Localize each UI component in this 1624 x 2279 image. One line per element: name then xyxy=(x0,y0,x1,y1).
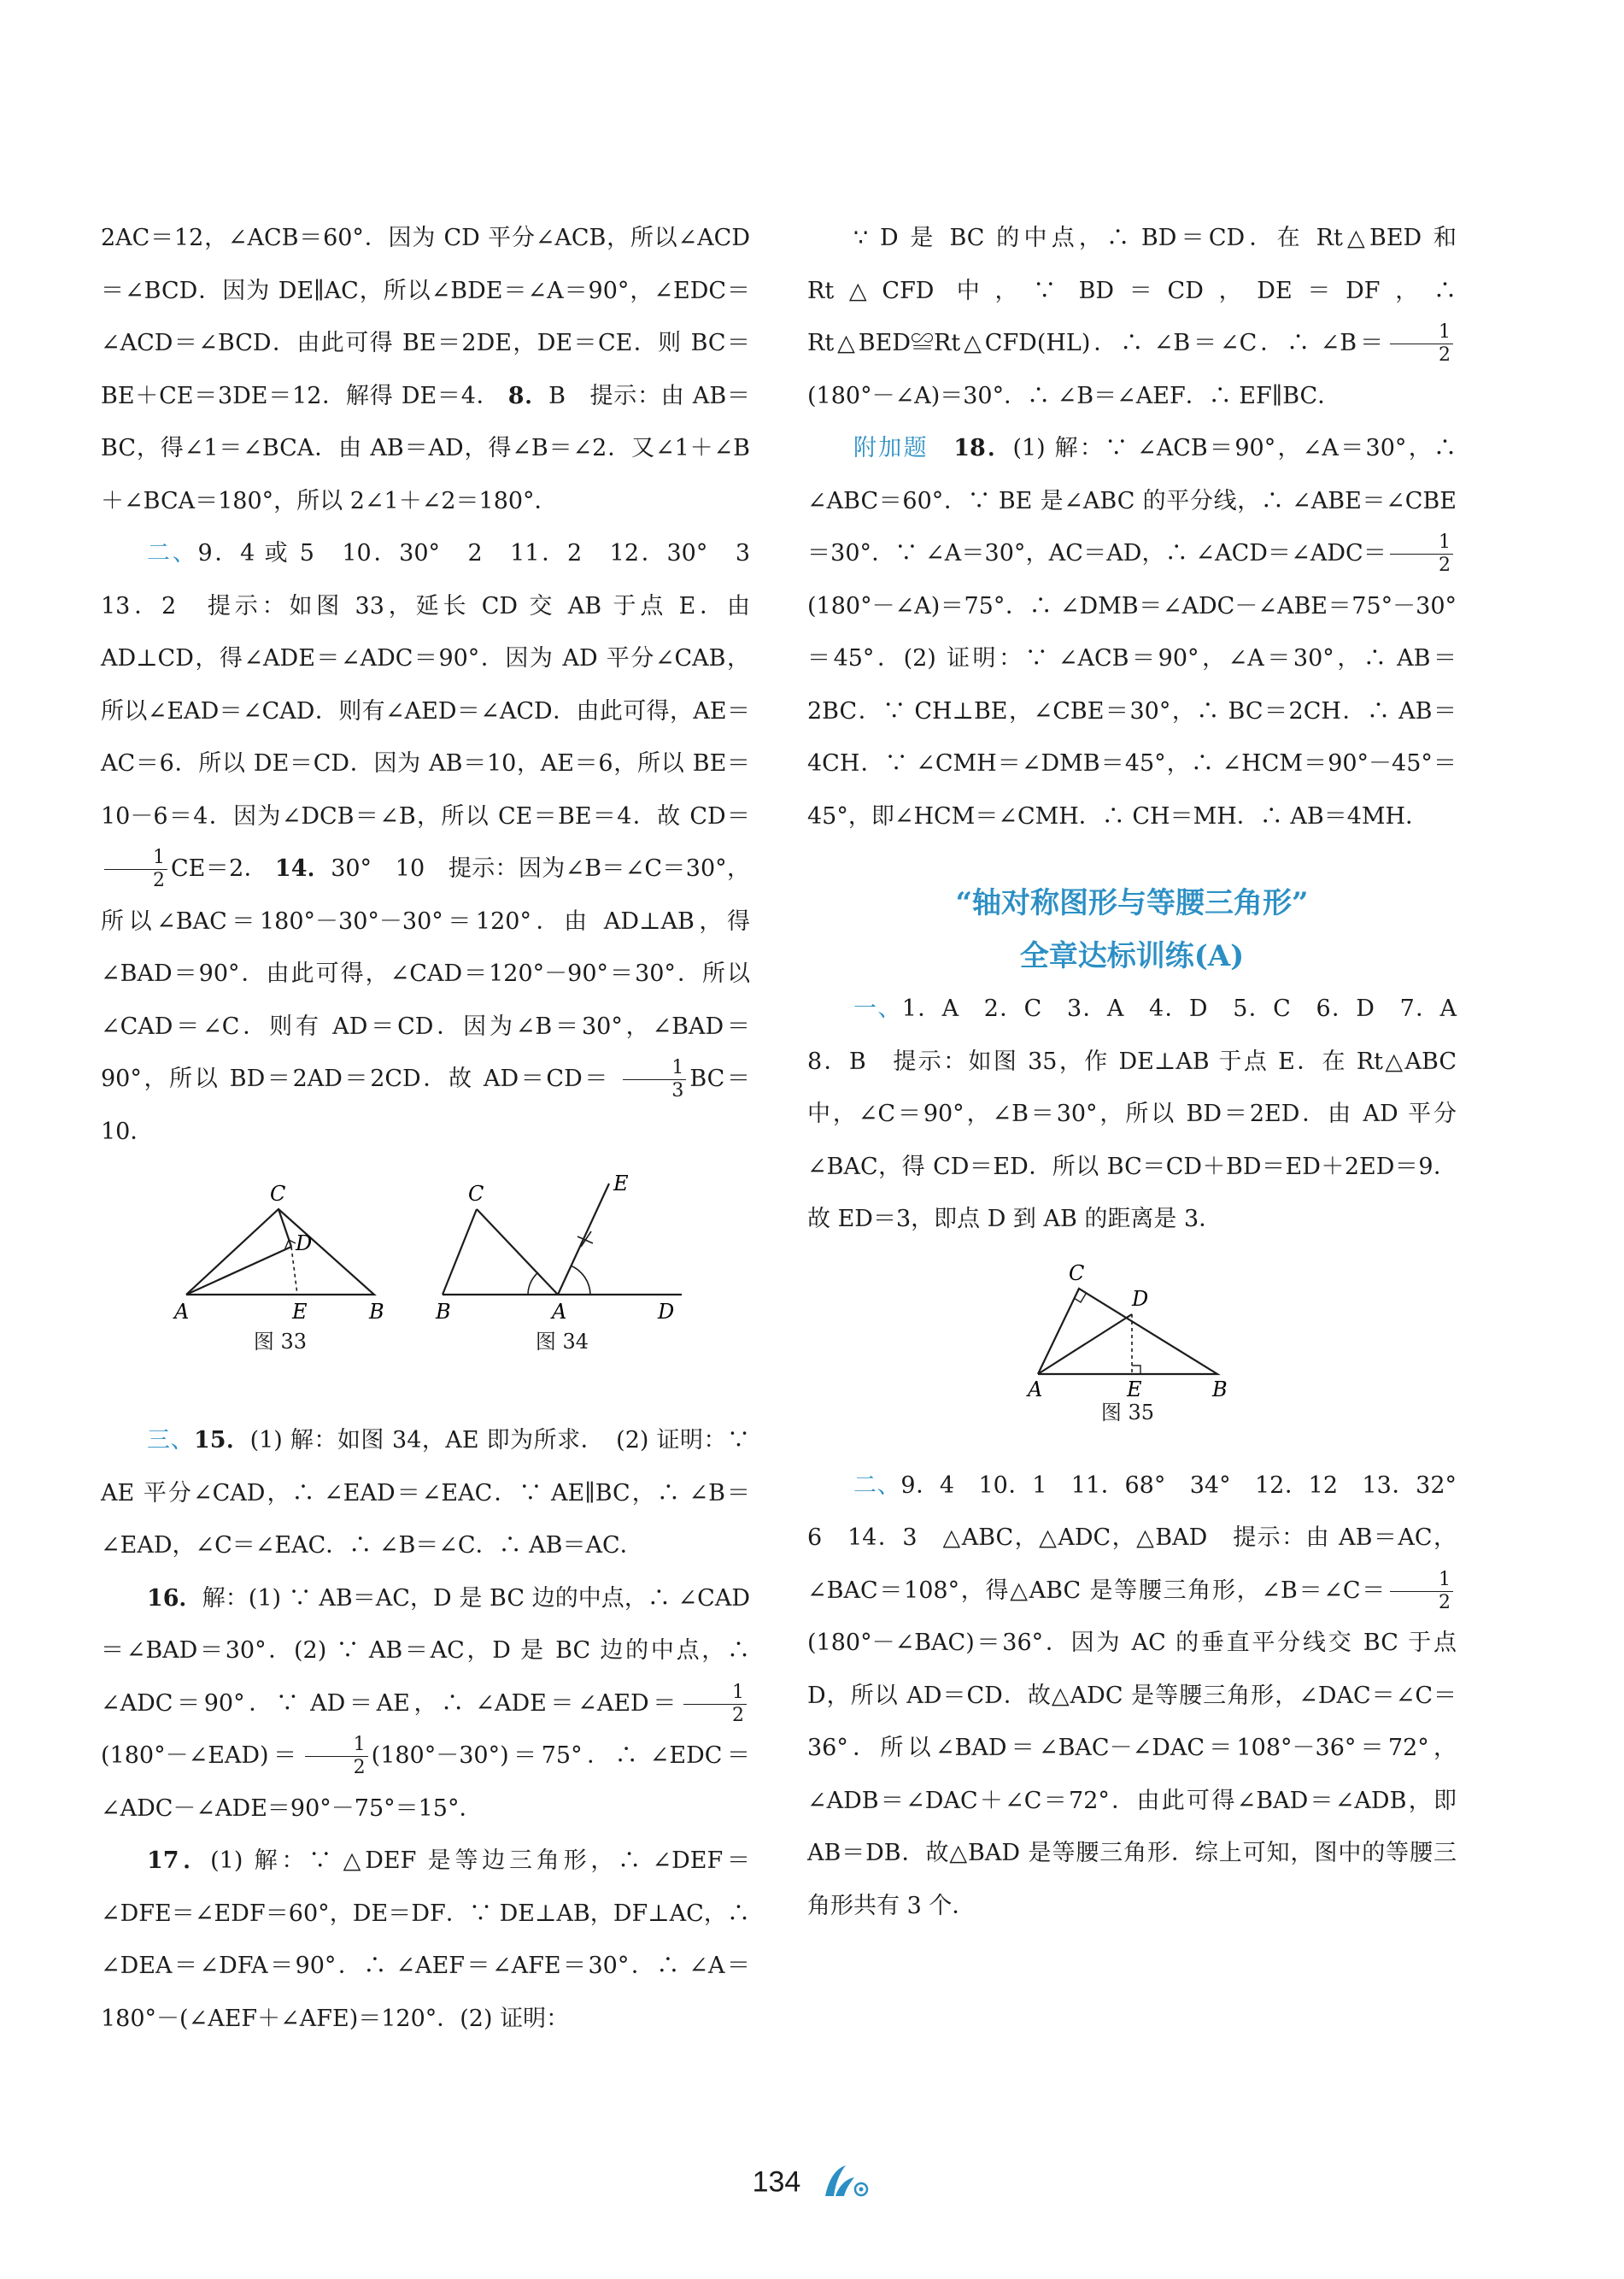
answer-text: 2AC＝12，∠ACB＝60°．因为 CD 平分∠ACB，所以∠ACD＝∠BCD．因为 DE∥AC，所以∠BDE＝∠A＝90°，∠EDC＝∠ACD＝∠BCD．由此可得 BE＝2DE，DE＝CE．则 BC＝BE＋CE＝3DE＝12．解得 DE＝4． xyxy=(101,225,750,409)
section-marker: 二、 xyxy=(853,1471,901,1499)
fraction-denominator: 2 xyxy=(1439,1591,1451,1613)
page-footer xyxy=(0,2162,1624,2203)
fraction-denominator: 2 xyxy=(353,1757,366,1778)
figure-label: A xyxy=(174,1300,190,1324)
figure-34-diagram xyxy=(434,1175,690,1329)
figure-label: D xyxy=(658,1300,675,1324)
section-three-q15 xyxy=(101,1414,750,1572)
fraction xyxy=(305,1734,368,1779)
figure-label: B xyxy=(369,1300,384,1324)
question-number: 14． xyxy=(274,855,331,882)
figure-label: B xyxy=(436,1300,451,1324)
q17-continuation xyxy=(807,212,1457,422)
answer-text: BC＝10． xyxy=(101,1066,750,1145)
figure-35-row xyxy=(807,1246,1457,1460)
fraction xyxy=(1390,532,1453,577)
fraction-numerator: 1 xyxy=(1390,532,1453,555)
question-number: 17． xyxy=(147,1847,211,1874)
answer-text: (1) 解：∵ ∠ACB＝90°，∠A＝30°，∴ ∠ABC＝60°．∵ BE 是∠ABC 的平分线，∴ ∠ABE＝∠CBE＝30°．∵ ∠A＝30°，AC＝AD，∴ ∠ACD＝∠ADC＝ xyxy=(807,435,1457,567)
section-one-answers xyxy=(807,983,1480,1246)
figure-34 xyxy=(434,1175,690,1354)
fraction xyxy=(683,1682,747,1727)
fraction-denominator: 3 xyxy=(671,1080,684,1101)
extra-question-18 xyxy=(807,422,1457,843)
chapter-title: “轴对称图形与等腰三角形” xyxy=(955,886,1309,920)
section-two-answers xyxy=(101,527,773,1158)
section-marker: 二、 xyxy=(147,540,198,567)
figure-35 xyxy=(1021,1254,1234,1425)
figure-label: D xyxy=(1132,1286,1149,1311)
answer-text: ∵ D 是 BC 的中点，∴ BD＝CD．在 Rt△BED 和 Rt△CFD 中，∵ BD＝CD，DE＝DF，∴ Rt△BED≌Rt△CFD(HL)．∴ ∠B＝∠C．∴ ∠B＝ xyxy=(807,225,1457,356)
figure-label: E xyxy=(613,1175,629,1195)
fraction-numerator: 1 xyxy=(623,1057,686,1080)
answer-text: 9．4 或 5 10．30° 2 11．2 12．30° 3 13．2 提示：如图 33，延长 CD 交 AB 于点 E．由 AD⊥CD，得∠ADE＝∠ADC＝90°．因为 AD 平分∠CAB，所以∠EAD＝∠CAD．则有∠AED＝∠ACD．由此可得，AE＝AC＝6．所以 DE＝CD．因为 AB＝10，AE＝6，所以 BE＝10－6＝4．因为∠DCB＝∠B，所以 CE＝BE＝4．故 CD＝ xyxy=(101,540,773,830)
fraction-denominator: 2 xyxy=(153,870,165,891)
fraction xyxy=(1390,1569,1453,1614)
answer-text: (1) 解：∵ △DEF 是等边三角形，∴ ∠DEF＝∠DFE＝∠EDF＝60°，DE＝DF．∵ DE⊥AB，DF⊥AC，∴ ∠DEA＝∠DFA＝90°．∴ ∠AEF＝∠AFE＝30°．∴ ∠A＝180°－(∠AEF＋∠AFE)＝120°．(2) 证明： xyxy=(101,1847,750,2032)
question-16 xyxy=(101,1572,750,1836)
answer-text: CE＝2． xyxy=(171,855,267,882)
fraction-numerator: 1 xyxy=(683,1682,747,1705)
figure-label: E xyxy=(1127,1377,1142,1400)
figure-33 xyxy=(169,1175,391,1354)
question-17 xyxy=(101,1835,750,2045)
question-number: 15． xyxy=(194,1427,250,1454)
figure-label: D xyxy=(296,1231,313,1255)
fraction xyxy=(623,1057,686,1102)
figure-label: C xyxy=(468,1182,484,1206)
figure-33-diagram xyxy=(169,1175,391,1329)
answer-text: 1．A 2．C 3．A 4．D 5．C 6．D 7．A 8．B 提示：如图 35，作 DE⊥AB 于点 E．在 Rt△ABC 中，∠C＝90°，∠B＝30°，所以 BD＝2ED．由 AD 平分∠BAC，得 CD＝ED．所以 BC＝CD＋BD＝ED＋2ED＝9．故 ED＝3，即点 D 到 AB 的距离是 3． xyxy=(807,996,1480,1232)
figure-label: A xyxy=(1028,1377,1043,1400)
figure-label: B xyxy=(1212,1377,1228,1400)
answer-text: 9．4 10．1 11．68° 34° 12．12 13．32° 6 14．3 △ABC，△ADC，△BAD 提示：由 AB＝AC，∠BAC＝108°，得△ABC 是等腰三角形，∠B＝∠C＝ xyxy=(807,1471,1480,1604)
figures-33-34 xyxy=(101,1158,750,1414)
extra-question-label: 附加题 xyxy=(853,435,929,461)
fraction-numerator: 1 xyxy=(104,847,167,870)
answer-text: (180°－∠EAD)＝ xyxy=(101,1742,302,1769)
fraction-numerator: 1 xyxy=(305,1734,368,1757)
fraction-denominator: 2 xyxy=(732,1704,744,1726)
fraction xyxy=(104,847,167,892)
leaf-swirl-icon xyxy=(820,2162,871,2203)
fraction-numerator: 1 xyxy=(1390,1569,1453,1592)
question-number: 16． xyxy=(147,1584,202,1612)
figure-caption: 图 34 xyxy=(535,1330,589,1354)
right-column xyxy=(807,212,1480,1932)
page-number: 134 xyxy=(752,2165,801,2199)
question-number: 8． xyxy=(507,382,549,409)
answer-text: (180°－∠A)＝75°．∴ ∠DMB＝∠ADC－∠ABE＝75°－30°＝45°．(2) 证明：∵ ∠ACB＝90°，∠A＝30°，∴ AB＝2BC．∵ CH⊥BE，∠CBE＝30°，∴ BC＝2CH．∴ AB＝4CH．∵ ∠CMH＝∠DMB＝45°，∴ ∠HCM＝90°－45°＝45°，即∠HCM＝∠CMH．∴ CH＝MH．∴ AB＝4MH． xyxy=(807,592,1457,830)
figure-label: A xyxy=(552,1300,567,1324)
fraction xyxy=(1390,321,1453,367)
figure-label: C xyxy=(270,1182,286,1206)
section-two-answers-right xyxy=(807,1460,1480,1933)
fraction-denominator: 2 xyxy=(1439,555,1451,576)
figure-label: E xyxy=(292,1300,308,1324)
figure-35-diagram xyxy=(1021,1254,1234,1400)
figure-label: C xyxy=(1069,1260,1085,1285)
section-marker: 三、 xyxy=(147,1427,195,1454)
fraction-denominator: 2 xyxy=(1439,344,1451,366)
chapter-subtitle: 全章达标训练(A) xyxy=(1019,939,1245,973)
answer-text: (180°－∠A)＝30°．∴ ∠B＝∠AEF．∴ EF∥BC． xyxy=(807,382,1341,409)
answer-text: (180°－30°)＝75°．∴ ∠EDC＝∠ADC－∠ADE＝90°－75°＝15°． xyxy=(101,1742,750,1822)
left-column xyxy=(101,212,773,2045)
answer-text: (180°－∠BAC)＝36°．因为 AC 的垂直平分线交 BC 于点 D，所以 AD＝CD．故△ADC 是等腰三角形，∠DAC＝∠C＝36°．所以∠BAD＝∠BAC－∠DAC＝108°－36°＝72°，∠ADB＝∠DAC＋∠C＝72°．由此可得∠BAD＝∠ADB，即 AB＝DB．故△BAD 是等腰三角形．综上可知，图中的等腰三角形共有 3 个． xyxy=(807,1630,1457,1919)
figure-caption: 图 35 xyxy=(1100,1400,1155,1424)
fraction-numerator: 1 xyxy=(1390,321,1453,344)
answer-text: (1) 解：如图 34，AE 即为所求． (2) 证明：∵ AE 平分∠CAD，∴ ∠EAD＝∠EAC．∵ AE∥BC，∴ ∠B＝∠EAD，∠C＝∠EAC．∴ ∠B＝∠C．∴ AB＝AC． xyxy=(101,1427,751,1559)
answer-text: 30° 10 提示：因为∠B＝∠C＝30°，所以∠BAC＝180°－30°－30°＝120°．由 AD⊥AB，得∠BAD＝90°．由此可得，∠CAD＝120°－90°＝30°．所以∠CAD＝∠C．则有 AD＝CD．因为∠B＝30°，∠BAD＝90°，所以 BD＝2AD＝2CD．故 AD＝CD＝ xyxy=(101,855,750,1092)
answer-text: B 提示：由 AB＝BC，得∠1＝∠BCA．由 AB＝AD，得∠B＝∠2．又∠1＋∠B＋∠BCA＝180°，所以 2∠1＋∠2＝180°． xyxy=(101,382,750,514)
answer-paragraph xyxy=(101,212,750,527)
answer-text: 解：(1) ∵ AB＝AC，D 是 BC 边的中点，∴ ∠CAD＝∠BAD＝30°．(2) ∵ AB＝AC，D 是 BC 边的中点，∴ ∠ADC＝90°．∵ AD＝AE，∴ ∠ADE＝∠AED＝ xyxy=(101,1584,750,1717)
question-number: 18． xyxy=(953,435,1013,461)
figure-caption: 图 33 xyxy=(253,1330,308,1354)
section-marker: 一、 xyxy=(853,996,902,1022)
